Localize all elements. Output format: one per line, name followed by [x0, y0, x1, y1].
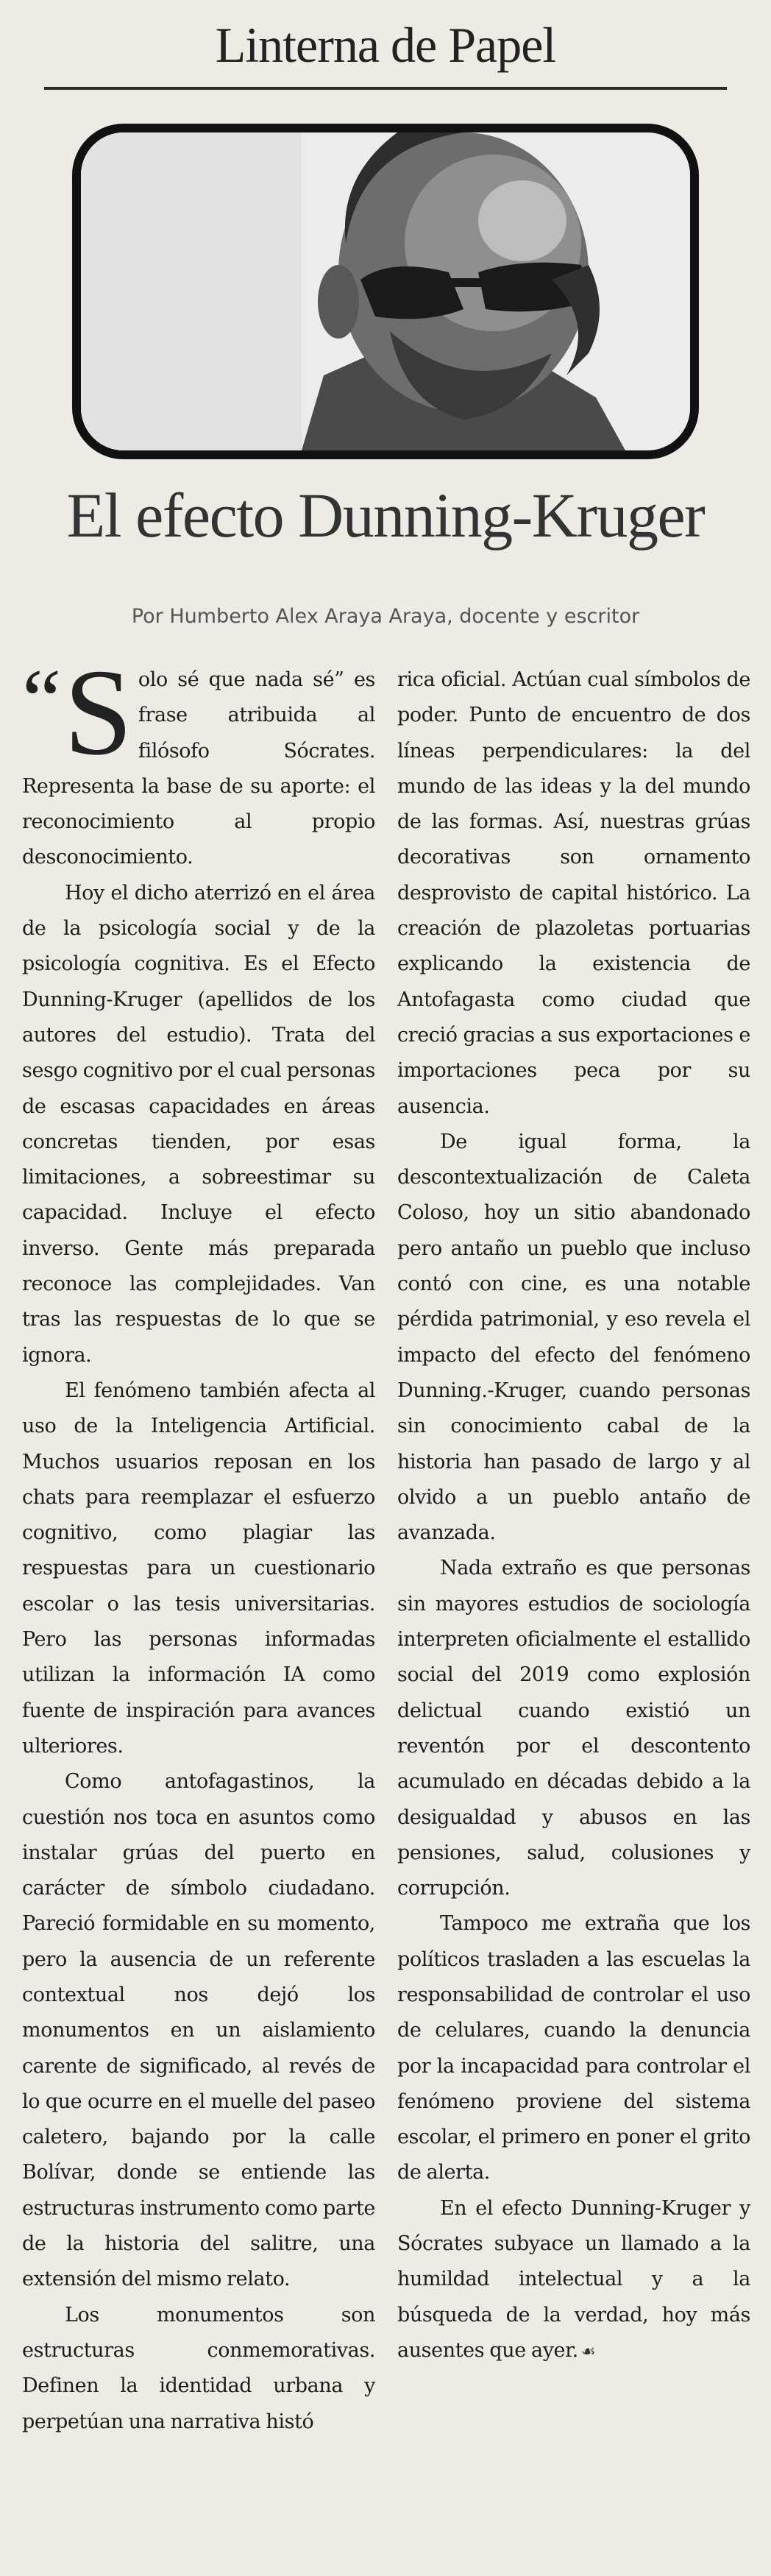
article-paragraph-9 [397, 2191, 750, 2370]
end-mark-icon: ☙ [580, 2342, 596, 2361]
article-paragraph-7: Nada extraño es que personas sin mayores estudios de sociología interpreten oficialmente el estallido social del 2019 como explosión delictual cuando existió un reventón por el descontento acumulado en décadas debido a la desigualdad y abusos en las pensiones, salud, colusiones y corrupción. [397, 1557, 750, 1900]
article-paragraph-8: Tampoco me extraña que los políticos trasladen a las escuelas la responsabilidad de controlar el uso de celulares, cuando la denuncia por la incapacidad para controlar el fenómeno proviene del sistema escolar, el primero en poner el grito de alerta. [397, 1912, 750, 2184]
paragraph-text: En el efecto Dunning-Kruger y Sócrates subyace un llamado a la humildad intelectual y a la búsqueda de la verdad, hoy más ausentes que ayer. [397, 2196, 750, 2362]
article-column-left [22, 644, 375, 2440]
article-paragraph-5: Los monumentos son estructuras conmemorativas. Definen la identidad urbana y perpetúan una narrativa histó [22, 2303, 375, 2433]
byline: Por Humberto Alex Araya Araya, docente y escritor [131, 605, 640, 628]
author-photo [72, 124, 699, 459]
article-paragraph-2: Hoy el dicho aterrizó en el área de la psicología social y de la psicología cognitiva. Es el Efecto Dunning-Kruger (apellidos de los autores del estudio). Trata del sesgo cognitivo por el cual personas de escasas capacidades en áreas concretas tienden, por esas limitaciones, a sobreestimar su capacidad. Incluye el efecto inverso. Gente más preparada reconoce las complejidades. Van tras las respuestas de lo que se ignora. [22, 881, 375, 1367]
article-paragraph-6: De igual forma, la descontextualización de Caleta Coloso, hoy un sitio abandonado pero antaño un pueblo que incluso contó con cine, es una notable pérdida patrimonial, y eso revela el impacto del efecto del fenómeno Dunning.-Kruger, cuando personas sin conocimiento cabal de la historia han pasado de largo y al olvido a un pueblo antaño de avanzada. [397, 1130, 750, 1545]
article-paragraph-1 [22, 644, 375, 876]
article-paragraph-4: Como antofagastinos, la cuestión nos toca en asuntos como instalar grúas del puerto en carácter de símbolo ciudadano. Pareció formidable en su momento, pero la ausencia de un referente contextual nos dejó los monumentos en un aislamiento carente de significado, al revés de lo que ocurre en el muelle del paseo caletero, bajando por la calle Bolívar, donde se entiende las estructuras instrumento como parte de la historia del salitre, una extensión del mismo relato. [22, 1770, 375, 2291]
paragraph-text: olo sé que nada sé” es frase atribuida al filósofo Sócrates. Representa la base de su aporte: el reconocimiento al propio desconocimiento. [22, 668, 375, 869]
open-quote-mark: “ [22, 651, 61, 749]
article-paragraph-5-continued: rica oficial. Actúan cual símbolos de poder. Punto de encuentro de dos líneas perpendiculares: la del mundo de las ideas y la del mundo de las formas. Así, nuestras grúas decorativas son ornamento desprovisto de capital histórico. La creación de plazoletas portuarias explicando la existencia de Antofagasta como ciudad que creció gracias a sus exportaciones e importaciones peca por su ausencia. [397, 668, 750, 1118]
author-portrait-image [81, 132, 690, 450]
drop-cap: S [63, 644, 132, 781]
section-rule [44, 87, 727, 90]
article-headline: El efecto Dunning-Kruger [66, 480, 705, 551]
article-paragraph-3: El fenómeno también afecta al uso de la Inteligencia Artificial. Muchos usuarios reposan en los chats para reemplazar el esfuerzo cognitivo, como plagiar las respuestas para un cuestionario escolar o las tesis universitarias. Pero las personas informadas utilizan la información IA como fuente de inspiración para avances ulteriores. [22, 1379, 375, 1758]
article-column-right [397, 662, 750, 2370]
section-title: Linterna de Papel [215, 17, 556, 73]
